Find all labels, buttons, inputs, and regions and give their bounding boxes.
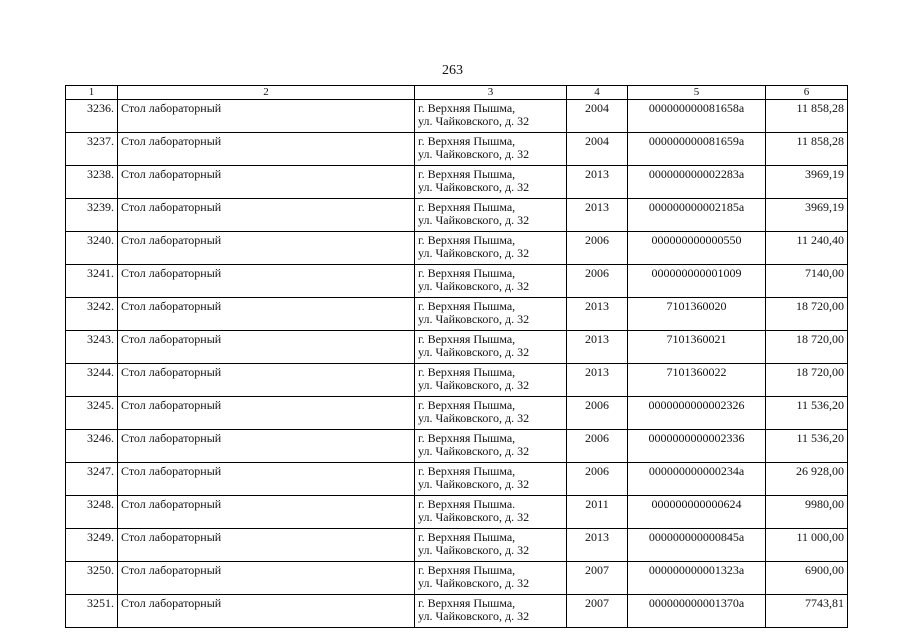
address-city: г. Верхняя Пышма, [418,563,516,577]
table-row [66,562,848,595]
cost-cell: 26 928,00 [766,463,848,496]
cost-cell: 18 720,00 [766,364,848,397]
address-city: г. Верхняя Пышма, [418,464,516,478]
inventory-number-cell: 000000000081659а [628,133,766,166]
table-row [66,397,848,430]
address-street: ул. Чайковского, д. 32 [418,378,530,392]
item-name-cell: Стол лабораторный [118,496,415,529]
address-city: г. Верхняя Пышма, [418,134,516,148]
year-cell: 2013 [567,331,628,364]
row-number-cell: 3244. [66,364,118,397]
page-number: 263 [442,63,463,78]
table-row [66,133,848,166]
cost-cell: 11 536,20 [766,430,848,463]
address-city: г. Верхняя Пышма, [418,431,516,445]
item-name-cell: Стол лабораторный [118,529,415,562]
address-cell [415,595,567,628]
item-name-cell: Стол лабораторный [118,562,415,595]
year-cell: 2006 [567,397,628,430]
item-name-cell: Стол лабораторный [118,133,415,166]
item-name-cell: Стол лабораторный [118,331,415,364]
table-row [66,232,848,265]
item-name-cell: Стол лабораторный [118,100,415,133]
address-city: г. Верхняя Пышма, [418,299,516,313]
cost-cell: 3969,19 [766,199,848,232]
row-number-cell: 3245. [66,397,118,430]
item-name-cell: Стол лабораторный [118,595,415,628]
address-cell [415,199,567,232]
item-name-cell: Стол лабораторный [118,232,415,265]
address-city: г. Верхняя Пышма, [418,101,516,115]
address-street: ул. Чайковского, д. 32 [418,180,530,194]
item-name-cell: Стол лабораторный [118,166,415,199]
address-cell [415,232,567,265]
inventory-number-cell: 000000000081658а [628,100,766,133]
year-cell: 2004 [567,133,628,166]
address-cell [415,298,567,331]
address-city: г. Верхняя Пышма, [418,398,516,412]
inventory-table [65,85,848,628]
address-cell [415,133,567,166]
row-number-cell: 3241. [66,265,118,298]
item-name-cell: Стол лабораторный [118,298,415,331]
inventory-number-cell: 000000000000624 [628,496,766,529]
column-header-4: 4 [567,86,628,100]
inventory-number-cell: 0000000000002326 [628,397,766,430]
year-cell: 2007 [567,562,628,595]
address-street: ул. Чайковского, д. 32 [418,147,530,161]
item-name-cell: Стол лабораторный [118,199,415,232]
year-cell: 2006 [567,232,628,265]
table-row [66,463,848,496]
row-number-cell: 3240. [66,232,118,265]
inventory-number-cell: 7101360020 [628,298,766,331]
address-street: ул. Чайковского, д. 32 [418,246,530,260]
table-row [66,331,848,364]
address-street: ул. Чайковского, д. 32 [418,543,530,557]
year-cell: 2013 [567,364,628,397]
table-row [66,265,848,298]
column-header-3: 3 [415,86,567,100]
cost-cell: 11 858,28 [766,133,848,166]
year-cell: 2011 [567,496,628,529]
address-city: г. Верхняя Пышма, [418,365,516,379]
inventory-number-cell: 7101360022 [628,364,766,397]
address-cell [415,166,567,199]
row-number-cell: 3248. [66,496,118,529]
inventory-number-cell: 000000000002185а [628,199,766,232]
year-cell: 2013 [567,298,628,331]
address-city: г. Верхняя Пышма. [418,497,516,511]
row-number-cell: 3250. [66,562,118,595]
column-number-row [66,86,848,100]
inventory-number-cell: 0000000000002336 [628,430,766,463]
address-cell [415,430,567,463]
address-street: ул. Чайковского, д. 32 [418,510,530,524]
address-cell [415,331,567,364]
year-cell: 2013 [567,199,628,232]
address-cell [415,496,567,529]
address-street: ул. Чайковского, д. 32 [418,444,530,458]
inventory-number-cell: 000000000001323а [628,562,766,595]
cost-cell: 6900,00 [766,562,848,595]
row-number-cell: 3246. [66,430,118,463]
address-cell [415,397,567,430]
year-cell: 2006 [567,265,628,298]
table-row [66,529,848,562]
year-cell: 2006 [567,430,628,463]
table-row [66,100,848,133]
item-name-cell: Стол лабораторный [118,265,415,298]
year-cell: 2006 [567,463,628,496]
address-street: ул. Чайковского, д. 32 [418,345,530,359]
address-street: ул. Чайковского, д. 32 [418,576,530,590]
table-row [66,364,848,397]
address-street: ул. Чайковского, д. 32 [418,609,530,623]
cost-cell: 9980,00 [766,496,848,529]
cost-cell: 11 858,28 [766,100,848,133]
address-city: г. Верхняя Пышма, [418,200,516,214]
table-row [66,199,848,232]
table-row [66,496,848,529]
row-number-cell: 3236. [66,100,118,133]
address-street: ул. Чайковского, д. 32 [418,279,530,293]
row-number-cell: 3251. [66,595,118,628]
row-number-cell: 3243. [66,331,118,364]
inventory-number-cell: 000000000000845а [628,529,766,562]
item-name-cell: Стол лабораторный [118,463,415,496]
address-city: г. Верхняя Пышма, [418,167,516,181]
row-number-cell: 3237. [66,133,118,166]
cost-cell: 3969,19 [766,166,848,199]
year-cell: 2013 [567,529,628,562]
item-name-cell: Стол лабораторный [118,397,415,430]
cost-cell: 18 720,00 [766,331,848,364]
cost-cell: 7140,00 [766,265,848,298]
row-number-cell: 3247. [66,463,118,496]
address-cell [415,529,567,562]
address-city: г. Верхняя Пышма, [418,530,516,544]
row-number-cell: 3242. [66,298,118,331]
address-cell [415,265,567,298]
address-cell [415,562,567,595]
address-street: ул. Чайковского, д. 32 [418,477,530,491]
address-street: ул. Чайковского, д. 32 [418,411,530,425]
inventory-number-cell: 000000000001009 [628,265,766,298]
table-row [66,430,848,463]
item-name-cell: Стол лабораторный [118,364,415,397]
cost-cell: 11 000,00 [766,529,848,562]
address-city: г. Верхняя Пышма, [418,266,516,280]
inventory-number-cell: 000000000000550 [628,232,766,265]
address-cell [415,100,567,133]
column-header-6: 6 [766,86,848,100]
cost-cell: 7743,81 [766,595,848,628]
table-row [66,595,848,628]
address-cell [415,463,567,496]
row-number-cell: 3249. [66,529,118,562]
address-city: г. Верхняя Пышма, [418,596,516,610]
cost-cell: 11 536,20 [766,397,848,430]
address-street: ул. Чайковского, д. 32 [418,114,530,128]
cost-cell: 11 240,40 [766,232,848,265]
table-row [66,166,848,199]
column-header-5: 5 [628,86,766,100]
inventory-number-cell: 000000000002283а [628,166,766,199]
address-street: ул. Чайковского, д. 32 [418,312,530,326]
table-row [66,298,848,331]
address-city: г. Верхняя Пышма, [418,332,516,346]
column-header-1: 1 [66,86,118,100]
inventory-number-cell: 7101360021 [628,331,766,364]
year-cell: 2007 [567,595,628,628]
address-cell [415,364,567,397]
cost-cell: 18 720,00 [766,298,848,331]
year-cell: 2013 [567,166,628,199]
row-number-cell: 3238. [66,166,118,199]
column-header-2: 2 [118,86,415,100]
year-cell: 2004 [567,100,628,133]
address-city: г. Верхняя Пышма, [418,233,516,247]
inventory-number-cell: 000000000001370а [628,595,766,628]
address-street: ул. Чайковского, д. 32 [418,213,530,227]
row-number-cell: 3239. [66,199,118,232]
inventory-number-cell: 000000000000234а [628,463,766,496]
item-name-cell: Стол лабораторный [118,430,415,463]
